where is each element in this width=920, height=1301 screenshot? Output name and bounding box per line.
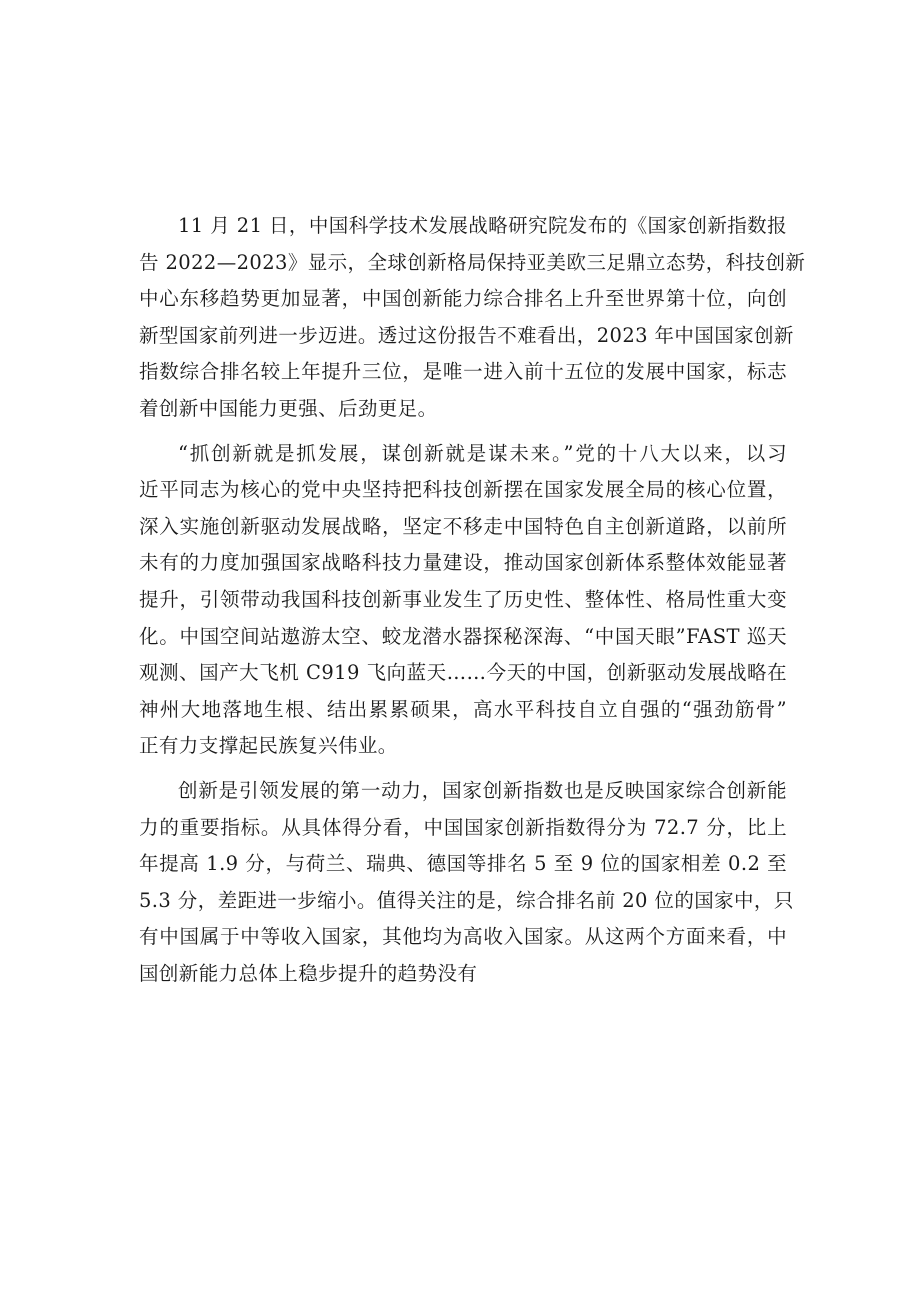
paragraph-3 bbox=[139, 773, 794, 993]
text-line: 正有力支撑起民族复兴伟业。 bbox=[139, 734, 398, 758]
text-line: 有中国属于中等收入国家，其他均为高收入国家。从这两个方面来看，中 bbox=[139, 925, 787, 949]
text-line: 未有的力度加强国家战略科技力量建设，推动国家创新体系整体效能显著 bbox=[139, 551, 787, 575]
paragraph-spacer bbox=[139, 428, 787, 436]
text-line: 化。中国空间站遨游太空、蛟龙潜水器探秘深海、“中国天眼”FAST 巡天 bbox=[139, 624, 787, 648]
text-line: 指数综合排名较上年提升三位，是唯一进入前十五位的发展中国家，标志 bbox=[139, 360, 787, 384]
text-line: 深入实施创新驱动发展战略，坚定不移走中国特色自主创新道路，以前所 bbox=[139, 514, 787, 538]
text-line: 中心东移趋势更加显著，中国创新能力综合排名上升至世界第十位，向创 bbox=[139, 287, 787, 311]
text-line: 年提高 1.9 分，与荷兰、瑞典、德国等排名 5 至 9 位的国家相差 0.2 至 bbox=[139, 852, 787, 876]
text-line: 11 月 21 日，中国科学技术发展战略研究院发布的《国家创新指数报 bbox=[178, 214, 787, 237]
text-line: 力的重要指标。从具体得分看，中国国家创新指数得分为 72.7 分，比上 bbox=[139, 815, 787, 839]
paragraph-2 bbox=[139, 436, 787, 765]
text-line: 观测、国产大飞机 C919 飞向蓝天……今天的中国，创新驱动发展战略在 bbox=[139, 661, 787, 685]
text-line: 国创新能力总体上稳步提升的趋势没有 bbox=[139, 961, 478, 985]
text-line: “抓创新就是抓发展，谋创新就是谋未来。”党的十八大以来，以习 bbox=[178, 441, 787, 465]
text-line: 5.3 分，差距进一步缩小。值得关注的是，综合排名前 20 位的国家中，只 bbox=[139, 888, 794, 912]
paragraph-1 bbox=[139, 208, 806, 428]
text-line: 创新是引领发展的第一动力，国家创新指数也是反映国家综合创新能 bbox=[178, 778, 787, 802]
text-line: 神州大地落地生根、结出累累硕果，高水平科技自立自强的“强劲筋骨” bbox=[139, 697, 787, 721]
text-line: 提升，引领带动我国科技创新事业发生了历史性、整体性、格局性重大变 bbox=[139, 587, 787, 611]
text-line: 新型国家前列进一步迈进。透过这份报告不难看出，2023 年中国国家创新 bbox=[139, 323, 794, 347]
text-line: 着创新中国能力更强、后劲更足。 bbox=[139, 396, 438, 420]
paragraph-spacer bbox=[139, 765, 787, 773]
document-body bbox=[139, 208, 806, 992]
text-line: 告 2022—2023》显示，全球创新格局保持亚美欧三足鼎立态势，科技创新 bbox=[139, 250, 806, 274]
text-line: 近平同志为核心的党中央坚持把科技创新摆在国家发展全局的核心位置， bbox=[139, 478, 787, 502]
